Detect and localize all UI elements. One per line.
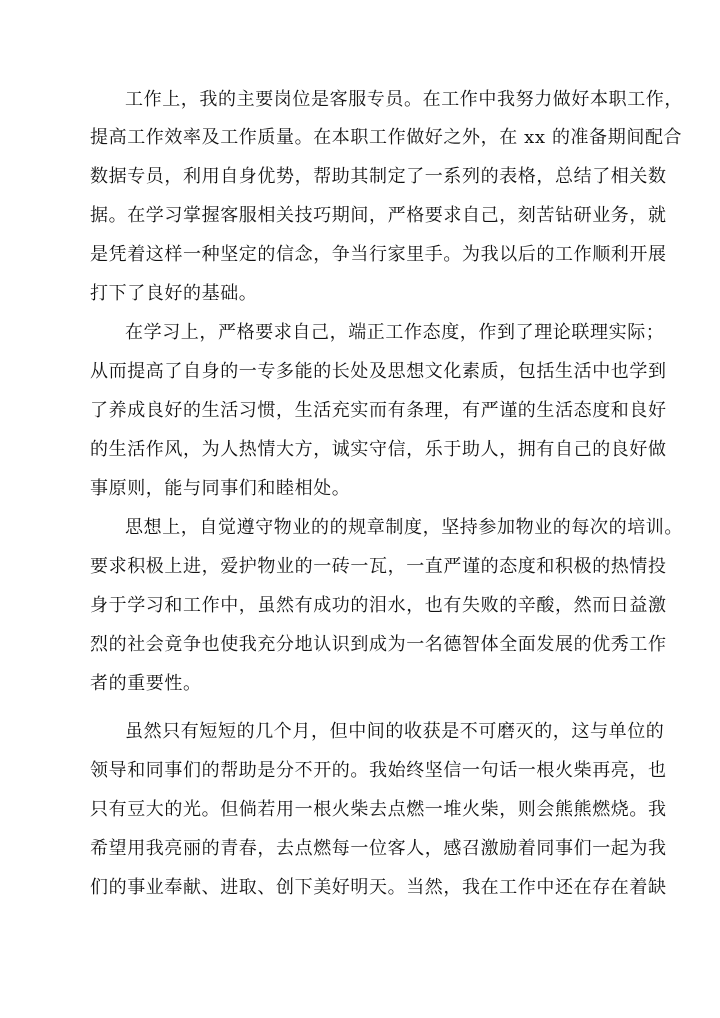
paragraph-1-line-6: 打下了良好的基础。 [90,283,258,304]
paragraph-2-line-1: 在学习上，严格要求自己，端正工作态度，作到了理论联理实际； [125,322,665,343]
paragraph-2-line-3: 了养成良好的生活习惯，生活充实而有条理，有严谨的生活态度和良好 [90,400,667,421]
paragraph-3-line-1: 思想上，自觉遵守物业的的规章制度，坚持参加物业的每次的培训。 [125,517,683,538]
paragraph-3-line-5: 者的重要性。 [90,673,202,694]
paragraph-1-line-4: 据。在学习掌握客服相关技巧期间，严格要求自己，刻苦钻研业务，就 [90,205,667,226]
paragraph-4-line-5: 们的事业奉献、进取、创下美好明天。当然，我在工作中还在存在着缺 [90,877,667,898]
paragraph-4-line-1: 虽然只有短短的几个月，但中间的收获是不可磨灭的，这与单位的 [125,721,665,742]
paragraph-1-line-1: 工作上，我的主要岗位是客服专员。在工作中我努力做好本职工作， [125,89,683,110]
paragraph-3-line-3: 身于学习和工作中，虽然有成功的泪水，也有失败的辛酸，然而日益激 [90,595,667,616]
paragraph-4-line-2: 领导和同事们的帮助是分不开的。我始终坚信一句话一根火柴再亮，也 [90,760,667,781]
paragraph-1-line-3: 数据专员，利用自身优势，帮助其制定了一系列的表格，总结了相关数 [90,166,667,187]
paragraph-2-line-4: 的生活作风，为人热情大方，诚实守信，乐于助人，拥有自己的良好做 [90,439,667,460]
paragraph-3-line-4: 烈的社会竟争也使我充分地认识到成为一名德智体全面发展的优秀工作 [90,634,667,655]
paragraph-4-line-4: 希望用我亮丽的青春，去点燃每一位客人，感召激励着同事们一起为我 [90,838,667,859]
paragraph-1-line-2: 提高工作效率及工作质量。在本职工作做好之外，在 xx 的准备期间配合 [90,127,683,148]
paragraph-4-line-3: 只有豆大的光。但倘若用一根火柴去点燃一堆火柴，则会熊熊燃烧。我 [90,799,667,820]
paragraph-3-line-2: 要求积极上进，爱护物业的一砖一瓦，一直严谨的态度和积极的热情投 [90,556,667,577]
paragraph-1-line-5: 是凭着这样一种坚定的信念，争当行家里手。为我以后的工作顺利开展 [90,244,667,265]
paragraph-2-line-2: 从而提高了自身的一专多能的长处及思想文化素质，包括生活中也学到 [90,361,667,382]
paragraph-2-line-5: 事原则，能与同事们和睦相处。 [90,478,351,499]
